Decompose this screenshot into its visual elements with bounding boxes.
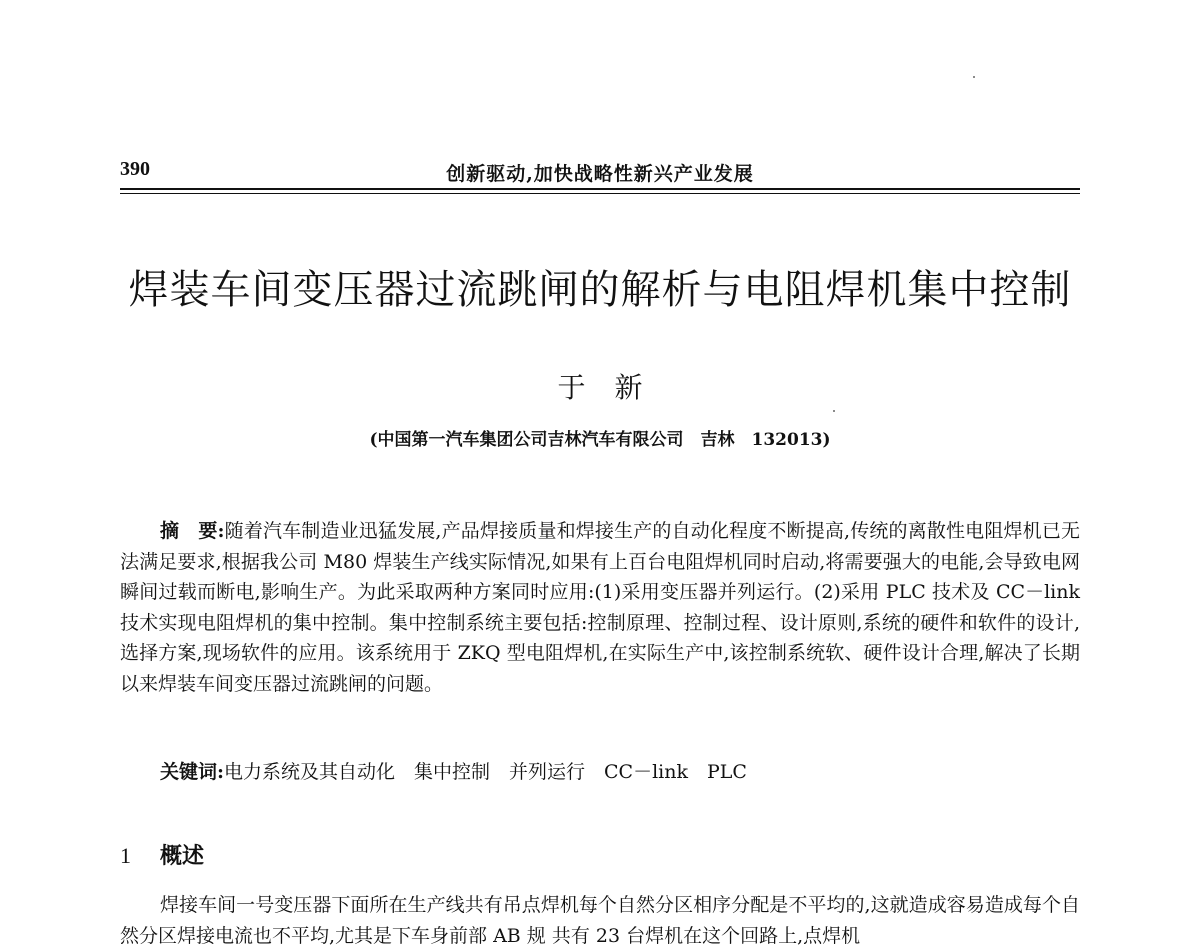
header-rule-thick xyxy=(120,188,1080,190)
page-number: 390 xyxy=(120,158,150,180)
abstract-text: 随着汽车制造业迅猛发展,产品焊接质量和焊接生产的自动化程度不断提高,传统的离散性电阻焊机已无法满足要求,根据我公司 M80 焊装生产线实际情况,如果有上百台电阻焊机同时启动,将需要强大的电能,会导致电网瞬间过载而断电,影响生产。为此采取两种方案同时应用:(1)采用变压器并列运行。(2)采用 PLC 技术及 CC－link 技术实现电阻焊机的集中控制。集中控制系统主要包括:控制原理、控制过程、设计原则,系统的硬件和软件的设计,选择方案,现场软件的应用。该系统用于 ZKQ 型电阻焊机,在实际生产中,该控制系统软、硬件设计合理,解决了长期以来焊装车间变压器过流跳闸的问题。 xyxy=(120,520,1080,695)
scan-speck xyxy=(833,410,835,412)
keywords xyxy=(160,757,747,784)
author-name: 于 新 xyxy=(557,371,643,404)
abstract xyxy=(120,516,1080,699)
article-title: 焊装车间变压器过流跳闸的解析与电阻焊机集中控制 xyxy=(128,267,1072,313)
keywords-label: 关键词: xyxy=(160,761,225,783)
scan-speck xyxy=(973,76,975,78)
section-heading xyxy=(120,839,204,870)
section-title: 概述 xyxy=(160,843,205,869)
abstract-label: 摘 要: xyxy=(160,520,225,542)
running-head: 创新驱动,加快战略性新兴产业发展 xyxy=(446,163,754,185)
header-rule-thin xyxy=(120,193,1080,194)
section-number: 1 xyxy=(120,843,131,868)
author-affiliation: (中国第一汽车集团公司吉林汽车有限公司 吉林 132013) xyxy=(369,430,831,450)
body-paragraph: 焊接车间一号变压器下面所在生产线共有吊点焊机每个自然分区相序分配是不平均的,这就造成容易造成每个自然分区焊接电流也不平均,尤其是下车身前部 AB 规 共有 23 台焊机在这个回路上,点焊机 xyxy=(120,894,1080,947)
keywords-text: 电力系统及其自动化 集中控制 并列运行 CC－link PLC xyxy=(224,761,747,783)
